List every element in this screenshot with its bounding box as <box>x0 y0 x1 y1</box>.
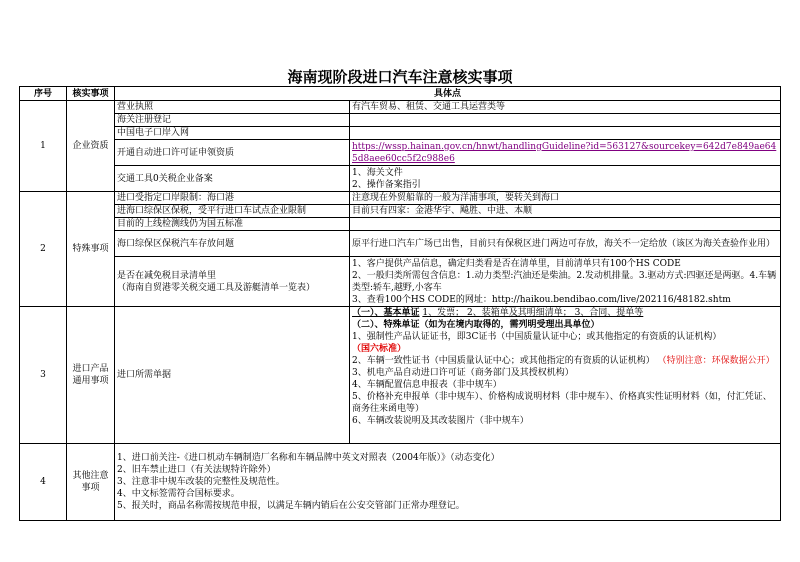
table-row <box>20 114 781 127</box>
section-number: 1 <box>20 101 67 192</box>
check-detail <box>350 127 781 140</box>
note-line: 3、注意非中规车改装的完整性及规范性。 <box>117 477 285 487</box>
check-detail <box>350 257 781 307</box>
section-name: 其他注意事项 <box>67 444 115 521</box>
check-item: 海关注册登记 <box>115 114 350 127</box>
header-item: 核实事项 <box>67 87 115 101</box>
page-title: 海南现阶段进口汽车注意核实事项 <box>287 68 513 86</box>
special-doc-text: 1、强制性产品认证证书，即3C证书（中国质量认证中心；或其他指定的有资质的认证机构） <box>352 332 722 342</box>
section-number: 3 <box>20 307 67 444</box>
other-notes <box>115 444 781 521</box>
basic-docs-label: （一）、基本单证 <box>352 308 420 318</box>
special-doc-2 <box>352 355 778 367</box>
check-item: 进口受指定口岸限制：海口港 <box>115 192 350 205</box>
header-detail: 具体点 <box>115 87 781 101</box>
table-row <box>20 140 781 166</box>
table-header-row <box>20 87 781 101</box>
special-doc-note: （特别注意：环保数据公开） <box>657 356 775 366</box>
detail-line: 3、查看100个HS CODE的网址：http://haikou.bendibao.com/live/202116/48182.shtm <box>352 294 731 305</box>
check-detail <box>350 307 781 444</box>
check-detail <box>350 114 781 127</box>
section-name: 企业资质 <box>67 101 115 192</box>
special-doc-note: （国六标准） <box>352 344 407 354</box>
check-detail: 目前只有四家：金港华宇、飚胜、中进、本顺 <box>350 205 781 218</box>
verification-table <box>19 86 781 521</box>
special-doc-6: 6、车辆改装说明及其改装图片（非中规车） <box>352 416 529 426</box>
header-no: 序号 <box>20 87 67 101</box>
table-row <box>20 257 781 307</box>
check-item: 开通自动进口许可证申领资质 <box>115 140 350 166</box>
check-item: 目前的上线检测线仍为国五标准 <box>115 218 350 231</box>
note-line: 2、旧车禁止进口（有关法规特许除外） <box>117 465 276 475</box>
special-doc-5: 5、价格补充申报单（非中规车）、价格构成说明材料（非中规车）、价格真实性证明材料（如，付汇凭证、商务往来函电等） <box>352 392 772 414</box>
detail-line: 1、海关文件 <box>352 167 403 178</box>
section-name: 进口产品通用事项 <box>67 307 115 444</box>
table-row <box>20 101 781 114</box>
table-row <box>20 192 781 205</box>
check-item: 营业执照 <box>115 101 350 114</box>
check-item: 中国电子口岸入网 <box>115 127 350 140</box>
item-line: 是否在减免税目录清单里 <box>117 270 217 281</box>
table-row <box>20 444 781 521</box>
check-item: 海口综保区保税汽车存放问题 <box>115 231 350 257</box>
detail-line: 1、客户提供产品信息，确定归类看是否在清单里，目前清单只有100个HS CODE <box>352 258 681 269</box>
item-line: （海南自贸港零关税交通工具及游艇清单一览表） <box>117 282 316 293</box>
table-row <box>20 166 781 192</box>
check-detail <box>350 218 781 231</box>
special-doc-3: 3、机电产品自动进口许可证（商务部门及其授权机构） <box>352 368 574 378</box>
table-row <box>20 307 781 444</box>
section-number: 4 <box>20 444 67 521</box>
special-docs-label: （二）、特殊单证（如为在境内取得的，需列明受理出具单位） <box>352 320 600 330</box>
note-line: 5、报关时，商品名称需按规范申报，以满足车辆内销后在公安交管部门正常办理登记。 <box>117 501 465 511</box>
table-row <box>20 205 781 218</box>
table-row <box>20 231 781 257</box>
guideline-link[interactable]: https://wssp.hainan.gov.cn/hnwt/handlingGuideline?id=563127&sourcekey=642d7e849ae645d8aee60cc5f2c988e6 <box>350 140 781 166</box>
special-doc-1 <box>352 331 778 355</box>
note-line: 1、进口前关注-《进口机动车辆制造厂名称和车辆品牌中英文对照表（2004年版）》（动态变化） <box>117 453 500 463</box>
table-row <box>20 127 781 140</box>
detail-line: 2、一般归类所需包含信息：1.动力类型:汽油还是柴油。2.发动机排量。3.驱动方式:四驱还是两驱。4.车辆类型:轿车,越野,小客车 <box>352 270 777 293</box>
basic-docs-line <box>352 307 778 319</box>
section-name: 特殊事项 <box>67 192 115 307</box>
note-line: 4、中文标签需符合国标要求。 <box>117 489 240 499</box>
table-row <box>20 218 781 231</box>
special-doc-4: 4、车辆配置信息申报表（非中规车） <box>352 380 502 390</box>
check-item: 进口所需单据 <box>115 307 350 444</box>
basic-docs: 1、发票； 2、装箱单及其明细清单； 3、合同、提单等 <box>422 308 644 318</box>
special-doc-text: 2、车辆一致性证书（中国质量认证中心；或其他指定的有资质的认证机构） <box>352 356 655 366</box>
check-item <box>115 257 350 307</box>
section-number: 2 <box>20 192 67 307</box>
check-item: 进海口综保区保税，受平行进口车试点企业限制 <box>115 205 350 218</box>
check-item: 交通工具0关税企业备案 <box>115 166 350 192</box>
check-detail: 有汽车贸易、租赁、交通工具运营类等 <box>350 101 781 114</box>
detail-line: 2、操作备案指引 <box>352 179 421 190</box>
check-detail <box>350 166 781 192</box>
check-detail: 原平行进口汽车广场已出售，目前只有保税区进门两边可存放，海关不一定给放（该区为海关查验作业用） <box>350 231 781 257</box>
check-detail: 注意现在外贸船靠的一般为洋浦事项，要转关到海口 <box>350 192 781 205</box>
